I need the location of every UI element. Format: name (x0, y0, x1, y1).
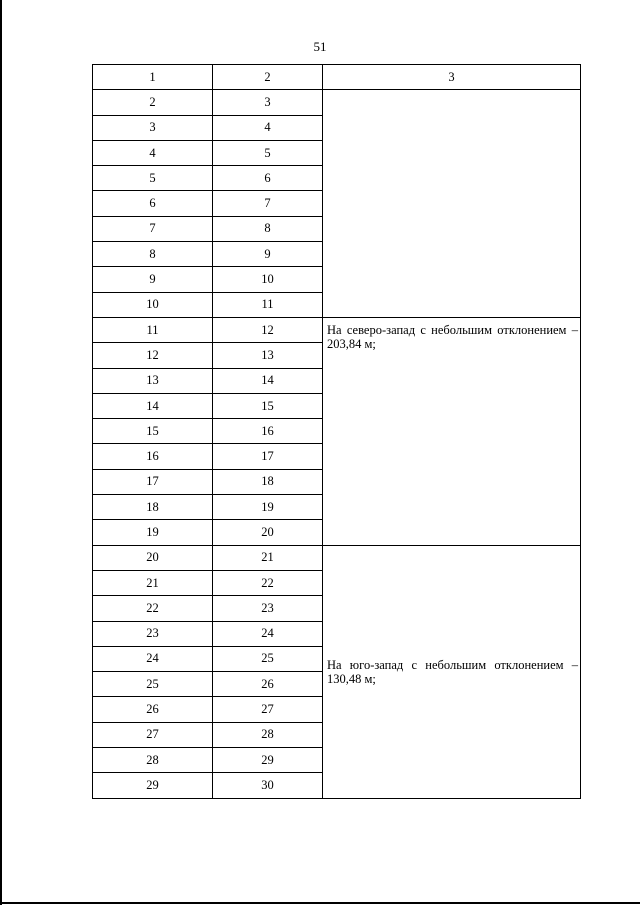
point-to-cell: 7 (213, 191, 323, 216)
column-header-2: 2 (213, 65, 323, 90)
point-from-cell: 22 (93, 596, 213, 621)
point-from-cell: 12 (93, 343, 213, 368)
table-row (93, 545, 581, 570)
point-to-cell: 22 (213, 570, 323, 595)
point-to-cell: 27 (213, 697, 323, 722)
point-to-cell: 14 (213, 368, 323, 393)
point-from-cell: 27 (93, 722, 213, 747)
direction-description-cell: На северо-запад с небольшим отклонением – 203,84 м; (323, 317, 581, 545)
point-to-cell: 18 (213, 469, 323, 494)
point-from-cell: 26 (93, 697, 213, 722)
page-left-border (0, 0, 2, 905)
point-to-cell: 25 (213, 646, 323, 671)
point-to-cell: 23 (213, 596, 323, 621)
point-from-cell: 24 (93, 646, 213, 671)
table-row (93, 317, 581, 342)
point-to-cell: 8 (213, 216, 323, 241)
point-from-cell: 16 (93, 444, 213, 469)
point-from-cell: 17 (93, 469, 213, 494)
point-from-cell: 13 (93, 368, 213, 393)
point-to-cell: 6 (213, 166, 323, 191)
point-to-cell: 29 (213, 748, 323, 773)
point-to-cell: 12 (213, 317, 323, 342)
point-to-cell: 5 (213, 140, 323, 165)
page-number: 51 (313, 39, 327, 54)
point-to-cell: 21 (213, 545, 323, 570)
direction-description-cell (323, 90, 581, 318)
point-from-cell: 9 (93, 267, 213, 292)
page-bottom-border (0, 902, 640, 904)
point-to-cell: 30 (213, 773, 323, 798)
point-to-cell: 3 (213, 90, 323, 115)
point-from-cell: 3 (93, 115, 213, 140)
point-to-cell: 10 (213, 267, 323, 292)
point-to-cell: 24 (213, 621, 323, 646)
point-from-cell: 20 (93, 545, 213, 570)
column-header-3: 3 (323, 65, 581, 90)
point-from-cell: 28 (93, 748, 213, 773)
point-from-cell: 23 (93, 621, 213, 646)
table-body (93, 90, 581, 798)
table-header-row (93, 65, 581, 90)
point-to-cell: 9 (213, 242, 323, 267)
point-from-cell: 10 (93, 292, 213, 317)
point-to-cell: 13 (213, 343, 323, 368)
point-from-cell: 21 (93, 570, 213, 595)
point-to-cell: 28 (213, 722, 323, 747)
point-from-cell: 6 (93, 191, 213, 216)
point-from-cell: 15 (93, 419, 213, 444)
point-from-cell: 19 (93, 520, 213, 545)
point-to-cell: 15 (213, 393, 323, 418)
boundary-table (92, 64, 581, 799)
table-row (93, 90, 581, 115)
point-to-cell: 20 (213, 520, 323, 545)
point-to-cell: 19 (213, 495, 323, 520)
point-to-cell: 26 (213, 672, 323, 697)
point-from-cell: 4 (93, 140, 213, 165)
point-from-cell: 2 (93, 90, 213, 115)
point-from-cell: 25 (93, 672, 213, 697)
point-to-cell: 16 (213, 419, 323, 444)
point-from-cell: 8 (93, 242, 213, 267)
point-from-cell: 11 (93, 317, 213, 342)
point-from-cell: 7 (93, 216, 213, 241)
point-from-cell: 18 (93, 495, 213, 520)
point-to-cell: 17 (213, 444, 323, 469)
point-from-cell: 14 (93, 393, 213, 418)
point-from-cell: 29 (93, 773, 213, 798)
point-to-cell: 11 (213, 292, 323, 317)
point-from-cell: 5 (93, 166, 213, 191)
point-to-cell: 4 (213, 115, 323, 140)
direction-description-cell: На юго-запад с небольшим отклонением – 130,48 м; (323, 545, 581, 798)
column-header-1: 1 (93, 65, 213, 90)
